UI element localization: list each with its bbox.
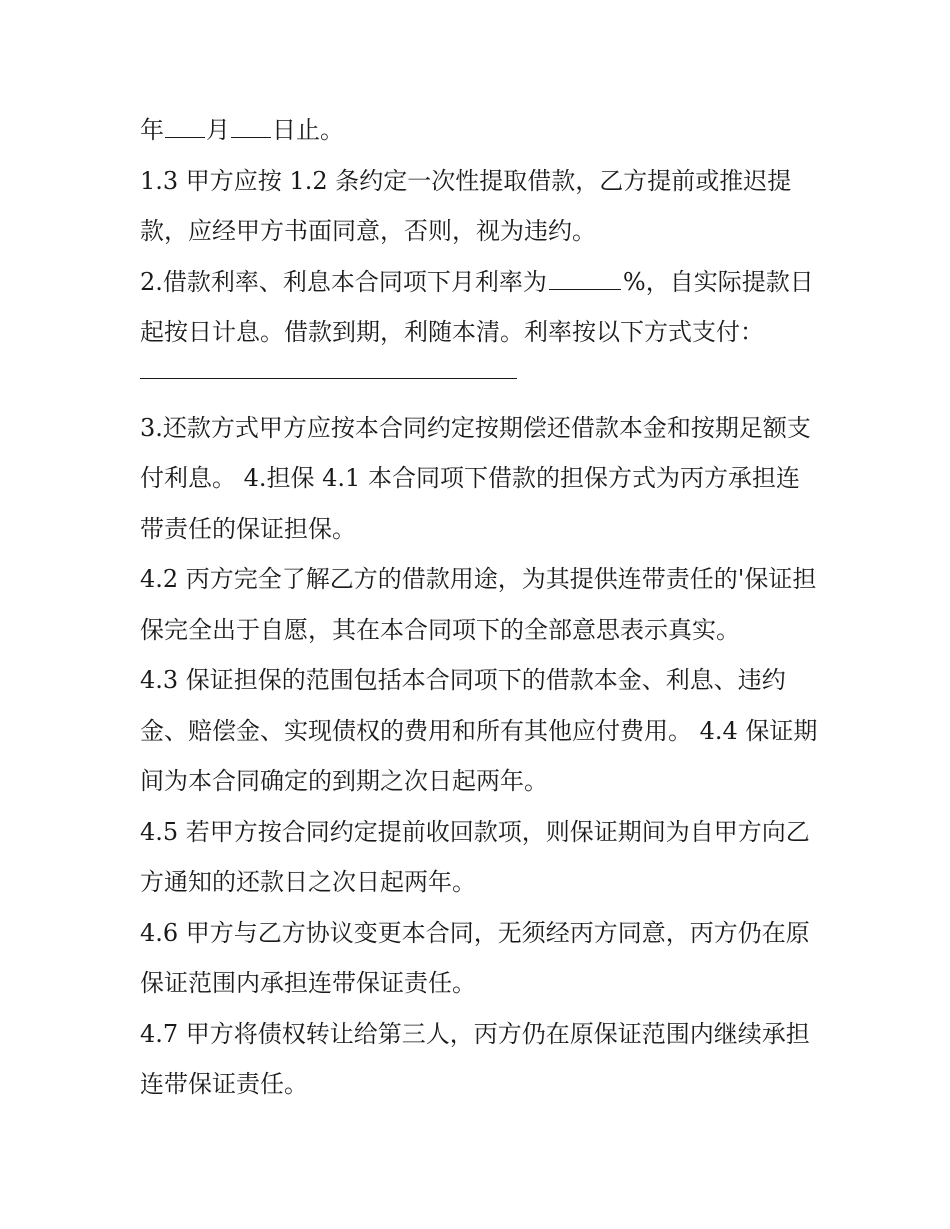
day-blank — [231, 115, 271, 138]
clause-3-4-1: 3.还款方式甲方应按本合同约定按期偿还借款本金和按期足额支付利息。 4.担保 4.1 本合同项下借款的担保方式为丙方承担连带责任的保证担保。 — [140, 413, 811, 543]
date-year-text: 年 — [140, 116, 164, 144]
clause-2-before: 2.借款利率、利息本合同项下月利率为 — [140, 267, 547, 296]
date-day-text: 日止。 — [272, 116, 344, 144]
date-line — [140, 105, 820, 156]
interest-rate-blank — [549, 267, 621, 290]
clause-4-3-4-4: 4.3 保证担保的范围包括本合同项下的借款本金、利息、违约金、赔偿金、实现债权的费用和所有其他应付费用。 4.4 保证期间为本合同确定的到期之次日起两年。 — [140, 666, 818, 795]
clause-4-7: 4.7 甲方将债权转让给第三人，丙方仍在原保证范围内继续承担连带保证责任。 — [140, 1019, 810, 1098]
month-blank — [165, 115, 205, 138]
clause-1-3: 1.3 甲方应按 1.2 条约定一次性提取借款，乙方提前或推迟提款，应经甲方书面同意，否则，视为违约。 — [140, 166, 792, 245]
document-page — [140, 105, 820, 1110]
clause-4-5: 4.5 若甲方按合同约定提前收回款项，则保证期间为自甲方向乙方通知的还款日之次日起两年。 — [140, 817, 810, 896]
payment-method-blank — [140, 378, 517, 379]
clause-4-6: 4.6 甲方与乙方协议变更本合同，无须经丙方同意，丙方仍在原保证范围内承担连带保证责任。 — [140, 918, 810, 997]
clause-2-after: %，自实际提款日起按日计息。借款到期，利随本清。利率按以下方式支付： — [140, 267, 814, 346]
date-month-text: 月 — [206, 116, 230, 144]
clause-2 — [140, 257, 820, 358]
clause-4-2: 4.2 丙方完全了解乙方的借款用途，为其提供连带责任的'保证担保完全出于自愿，其在本合同项下的全部意思表示真实。 — [140, 565, 817, 644]
